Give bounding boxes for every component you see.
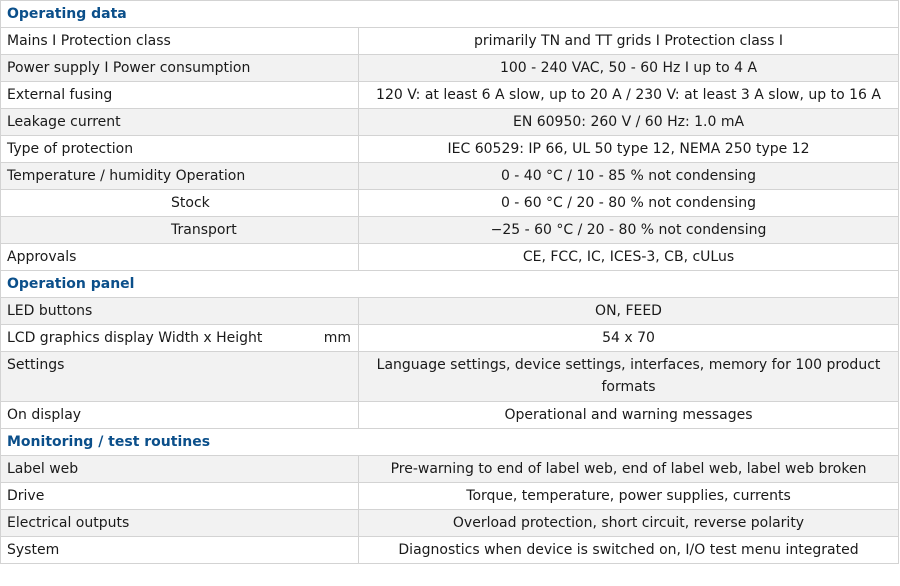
row-value: IEC 60529: IP 66, UL 50 type 12, NEMA 250 type 12 — [359, 136, 899, 163]
table-row — [1, 55, 899, 82]
table-row — [1, 190, 899, 217]
row-value: 54 x 70 — [359, 325, 899, 352]
section-header-operating-data — [1, 1, 899, 28]
row-label: Approvals — [1, 244, 359, 271]
row-value: EN 60950: 260 V / 60 Hz: 1.0 mA — [359, 109, 899, 136]
row-label: System — [1, 537, 359, 564]
row-value: 0 - 60 °C / 20 - 80 % not condensing — [359, 190, 899, 217]
row-label: Label web — [1, 456, 359, 483]
table-row — [1, 456, 899, 483]
table-row — [1, 537, 899, 564]
row-unit: mm — [323, 330, 351, 346]
row-label: Type of protection — [1, 136, 359, 163]
row-value: Overload protection, short circuit, reverse polarity — [359, 510, 899, 537]
section-header-operation-panel — [1, 271, 899, 298]
row-label-cell — [1, 325, 359, 352]
row-value: Pre-warning to end of label web, end of label web, label web broken — [359, 456, 899, 483]
table-row — [1, 325, 899, 352]
table-row — [1, 163, 899, 190]
row-value: Diagnostics when device is switched on, I/O test menu integrated — [359, 537, 899, 564]
row-label: On display — [1, 402, 359, 429]
row-value: −25 - 60 °C / 20 - 80 % not condensing — [359, 217, 899, 244]
row-label: Leakage current — [1, 109, 359, 136]
table-row — [1, 298, 899, 325]
row-label: Electrical outputs — [1, 510, 359, 537]
row-label: Stock — [1, 190, 359, 217]
section-header-monitoring — [1, 429, 899, 456]
row-label: Settings — [1, 352, 359, 402]
section-title: Operating data — [1, 1, 899, 28]
row-label: Temperature / humidity Operation — [1, 163, 359, 190]
row-value: Language settings, device settings, interfaces, memory for 100 product formats — [359, 352, 899, 402]
row-label: Mains I Protection class — [1, 28, 359, 55]
table-row — [1, 244, 899, 271]
row-label: Drive — [1, 483, 359, 510]
table-row — [1, 510, 899, 537]
table-row — [1, 109, 899, 136]
table-row — [1, 217, 899, 244]
section-title: Operation panel — [1, 271, 899, 298]
table-row — [1, 136, 899, 163]
row-label: Transport — [1, 217, 359, 244]
table-row — [1, 352, 899, 402]
row-value: 120 V: at least 6 A slow, up to 20 A / 230 V: at least 3 A slow, up to 16 A — [359, 82, 899, 109]
row-value: CE, FCC, IC, ICES-3, CB, cULus — [359, 244, 899, 271]
row-value: primarily TN and TT grids I Protection class I — [359, 28, 899, 55]
row-value: 100 - 240 VAC, 50 - 60 Hz I up to 4 A — [359, 55, 899, 82]
row-label: External fusing — [1, 82, 359, 109]
row-value: 0 - 40 °C / 10 - 85 % not condensing — [359, 163, 899, 190]
row-value: ON, FEED — [359, 298, 899, 325]
row-value: Torque, temperature, power supplies, currents — [359, 483, 899, 510]
table-row — [1, 82, 899, 109]
section-title: Monitoring / test routines — [1, 429, 899, 456]
row-label: LCD graphics display Width x Height — [7, 330, 263, 346]
table-row — [1, 28, 899, 55]
row-label: Power supply I Power consumption — [1, 55, 359, 82]
row-label: LED buttons — [1, 298, 359, 325]
table-row — [1, 483, 899, 510]
row-value: Operational and warning messages — [359, 402, 899, 429]
table-row — [1, 402, 899, 429]
